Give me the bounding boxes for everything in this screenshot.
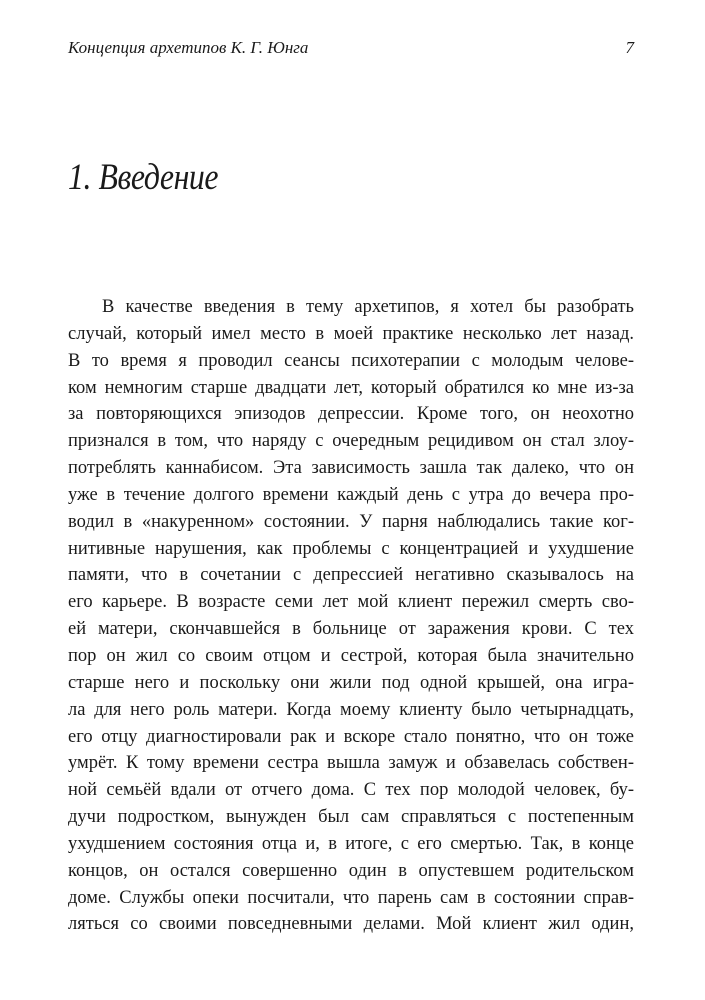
text-line: дучи подростком, вынужден был сам справляться с постепенным bbox=[68, 807, 634, 828]
chapter-heading: 1. Введение bbox=[68, 157, 219, 198]
text-line: случай, который имел место в моей практике несколько лет назад. bbox=[68, 323, 634, 344]
text-line: уже в течение долгого времени каждый день с утра до вечера про- bbox=[68, 484, 634, 505]
text-line: ляться со своими повседневными делами. Мой клиент жил один, bbox=[68, 914, 634, 935]
running-title: Концепция архетипов К. Г. Юнга bbox=[68, 38, 309, 57]
text-line: ной семьёй вдали от отчего дома. С тех пор молодой человек, бу- bbox=[68, 780, 634, 801]
text-line: памяти, что в сочетании с депрессией негативно сказывалось на bbox=[68, 565, 634, 586]
text-line: его карьере. В возрасте семи лет мой клиент пережил смерть сво- bbox=[68, 592, 634, 613]
body-paragraph bbox=[68, 294, 634, 938]
text-line: пор он жил со своим отцом и сестрой, которая была значительно bbox=[68, 645, 634, 666]
page-number: 7 bbox=[625, 38, 634, 57]
text-line: ла для него роль матери. Когда моему клиенту было четырнадцать, bbox=[68, 699, 634, 720]
running-head bbox=[68, 38, 634, 62]
text-line: ей матери, скончавшейся в больнице от заражения крови. С тех bbox=[68, 619, 634, 640]
text-line: В то время я проводил сеансы психотерапии с молодым челове- bbox=[68, 350, 634, 371]
text-line: потреблять каннабисом. Эта зависимость зашла так далеко, что он bbox=[68, 458, 634, 479]
text-line: доме. Службы опеки посчитали, что парень сам в состоянии справ- bbox=[68, 887, 634, 908]
text-line: нитивные нарушения, как проблемы с концентрацией и ухудшение bbox=[68, 538, 634, 559]
text-line: умрёт. К тому времени сестра вышла замуж и обзавелась собствен- bbox=[68, 753, 634, 774]
text-line: водил в «накуренном» состоянии. У парня наблюдались такие ког- bbox=[68, 511, 634, 532]
text-line: признался в том, что наряду с очередным рецидивом он стал злоу- bbox=[68, 431, 634, 452]
text-line: старше него и поскольку они жили под одной крышей, она игра- bbox=[68, 672, 634, 693]
text-line: В качестве введения в тему архетипов, я хотел бы разобрать bbox=[102, 297, 634, 317]
text-line: за повторяющихся эпизодов депрессии. Кроме того, он неохотно bbox=[68, 404, 634, 425]
text-line: ухудшением состояния отца и, в итоге, с его смертью. Так, в конце bbox=[68, 833, 634, 854]
text-line: ком немногим старше двадцати лет, который обратился ко мне из-за bbox=[68, 377, 634, 398]
text-line: концов, он остался совершенно один в опустевшем родительском bbox=[68, 860, 634, 881]
text-line: его отцу диагностировали рак и вскоре стало понятно, что он тоже bbox=[68, 726, 634, 747]
